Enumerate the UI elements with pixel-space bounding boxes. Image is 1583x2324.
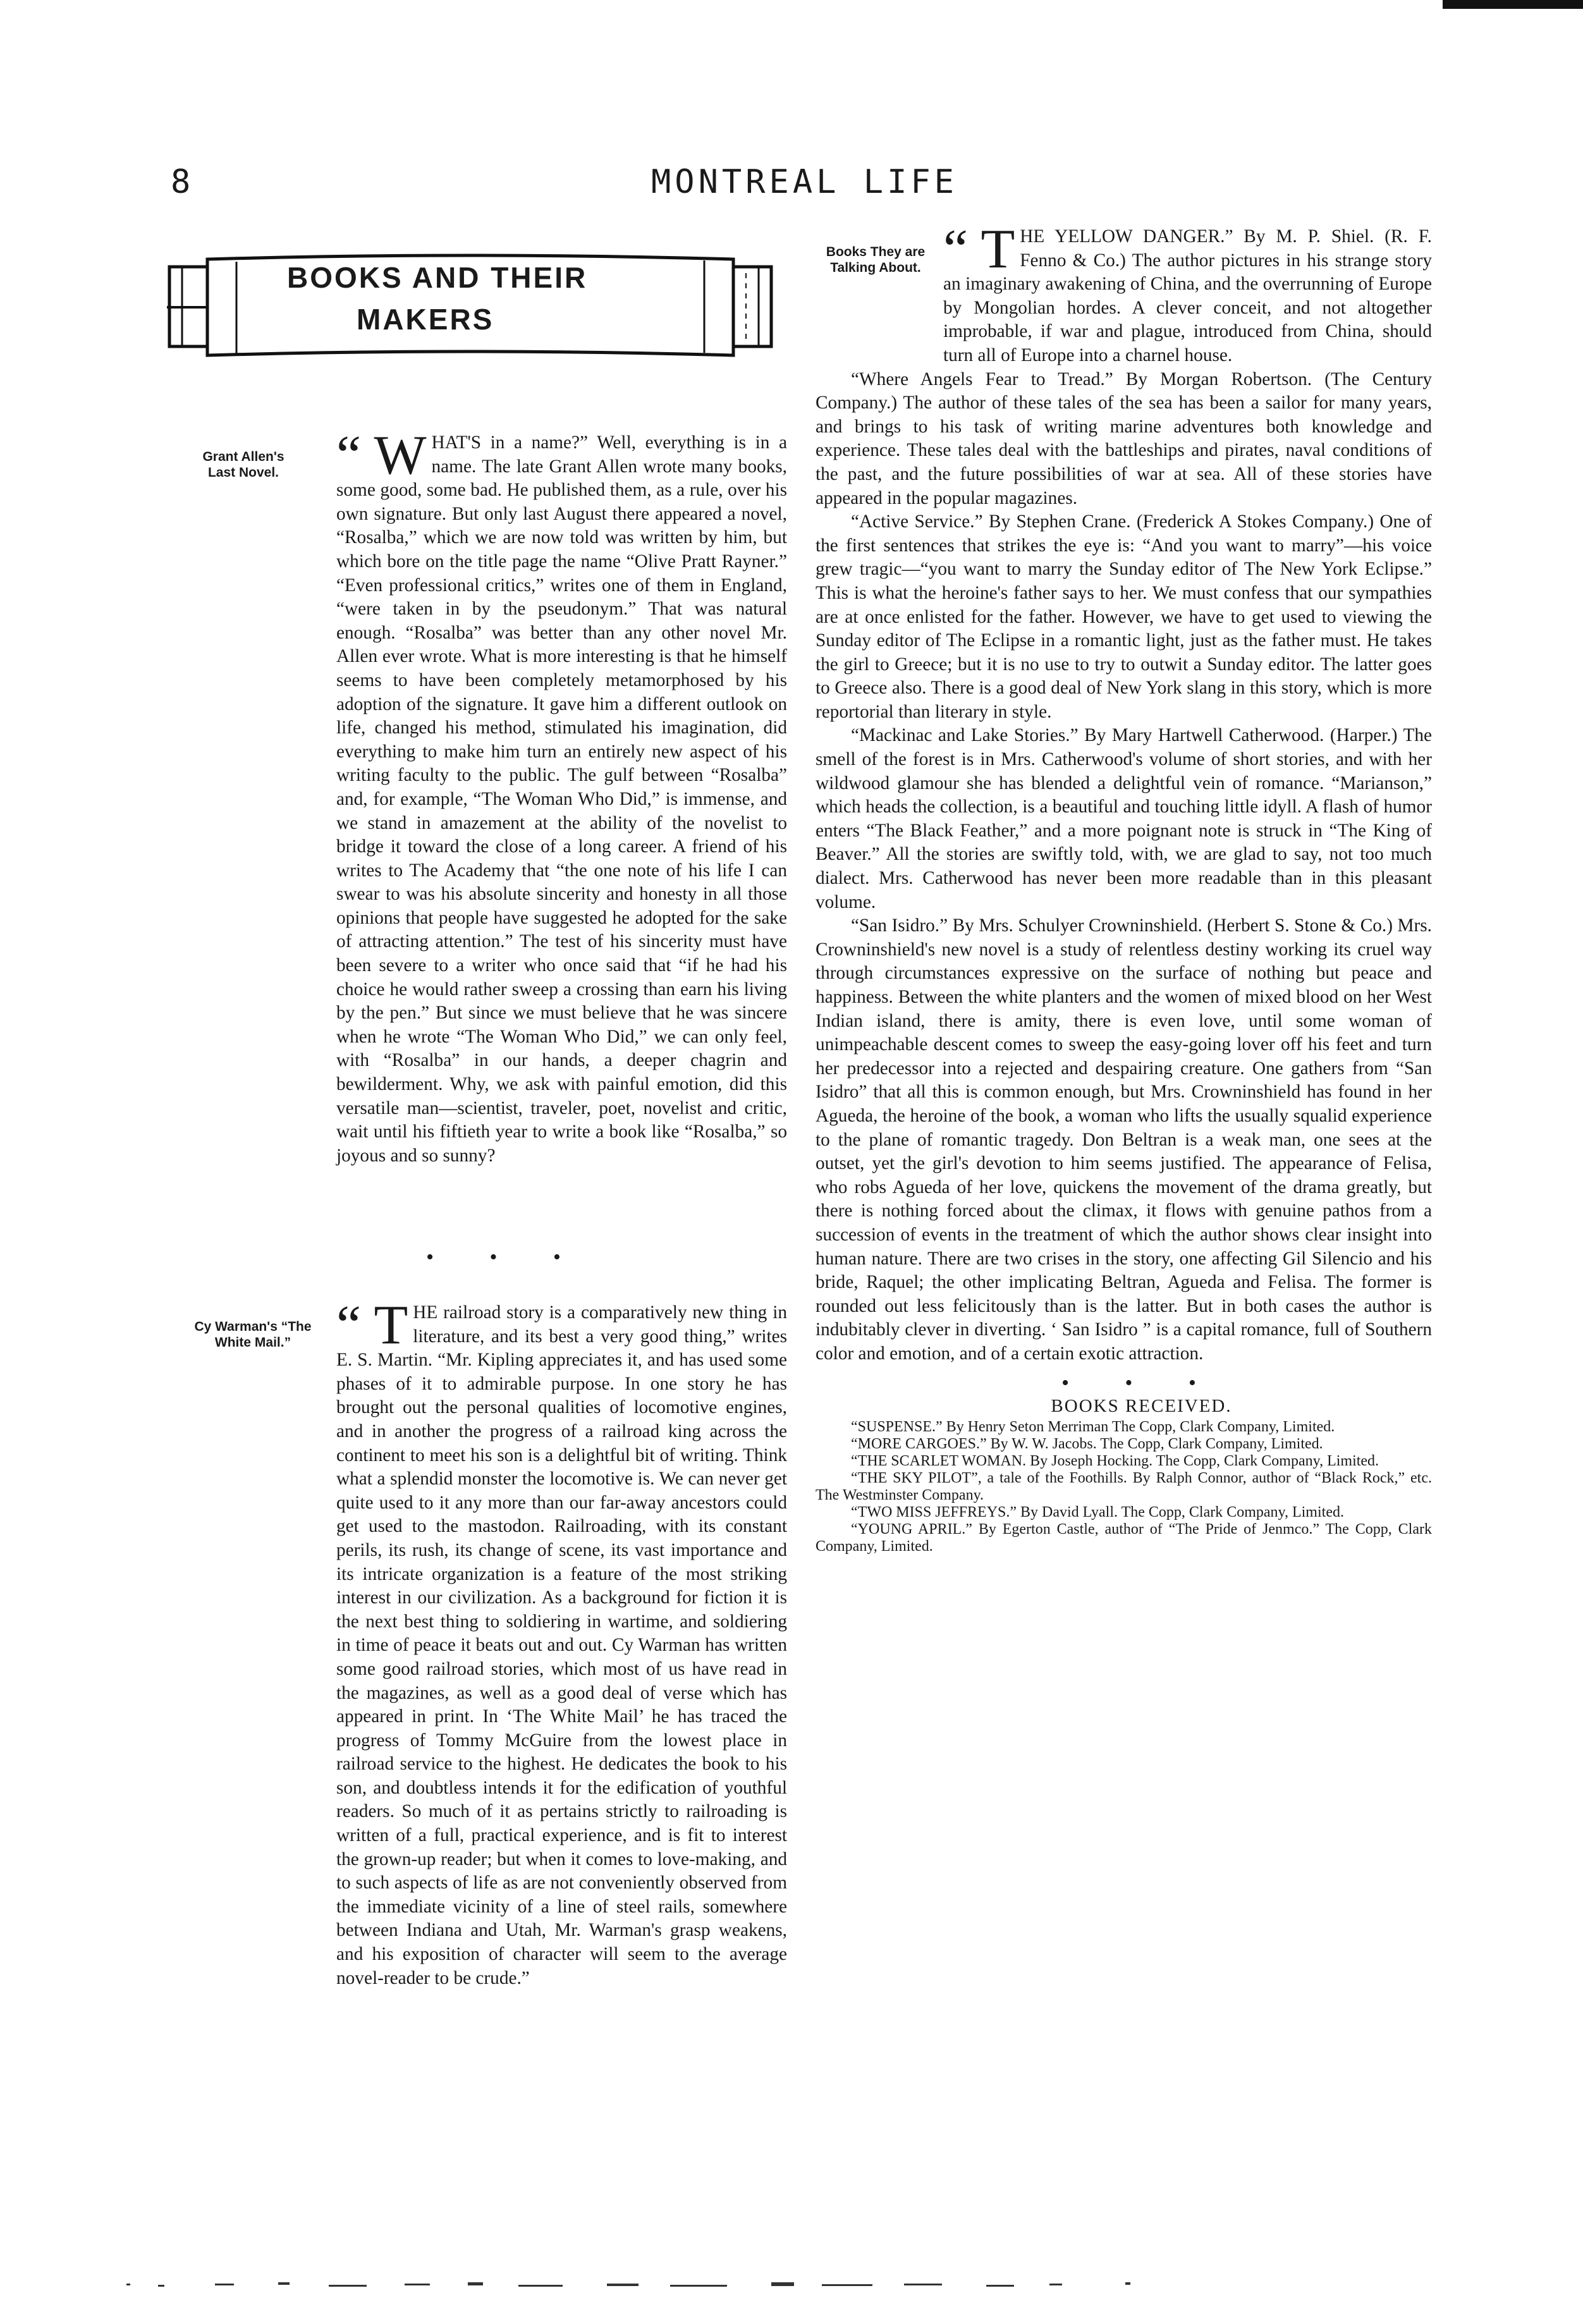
books-received-list: [816, 1419, 1432, 1555]
books-received-heading: BOOKS RECEIVED.: [1051, 1396, 1232, 1417]
running-head: MONTREAL LIFE: [651, 163, 958, 201]
sidenote-cy-warman: Cy Warman's “The White Mail.”: [194, 1319, 312, 1350]
review-san-isidro: “San Isidro.” By Mrs. Schulyer Crowninshield. (Herbert S. Stone & Co.) Mrs. Crowninshield's new novel is a study of relentless destiny working its cruel way through circumstances expressive on the surface of nothing but peace and happiness. Between the white planters and the women of mixed blood on her West Indian island, there is amity, there is even love, until some woman of unimpeachable descent comes to sweep the easy-going lover off his feet and turn her predecessor into a rejected and despairing creature. One gathers from “San Isidro” that all this is common enough, but Mrs. Crowninshield has found in her Agueda, the heroine of the book, a woman who lifts the usually squalid experience to the plane of romantic tragedy. Don Beltran is a weak man, one sees at the outset, yet the girl's devotion to him seems justified. The appearance of Felisa, who robs Agueda of her love, quickens the movement of the drama greatly, but there is nothing forced about the climax, it flows with genuine pathos from a succession of events in the treatment of which the author shows clear insight into human nature. There are two crises in the story, one affecting Gil Silencio and his bride, Raquel; the other implicating Beltran, Agueda and Felisa. The former is rounded out less felicitously than is the latter. But in both cases the author is indubitably clever in diverting. ‘ San Isidro ” is a capital romance, full of Southern color and emotion, and of a certain exotic attraction.: [816, 915, 1432, 1364]
left-column-allen: [190, 425, 787, 1168]
list-item: “YOUNG APRIL.” By Egerton Castle, author of “The Pride of Jenmco.” The Copp, Clark Company, Limited.: [816, 1520, 1432, 1555]
section-divider: • • •: [1061, 1371, 1221, 1395]
page-number: 8: [171, 163, 191, 201]
section-banner: [167, 248, 774, 368]
scan-noise-decoration: [114, 2276, 1315, 2295]
sidenote-books-talking: Books They are Talking About.: [826, 245, 926, 275]
list-item: “TWO MISS JEFFREYS.” By David Lyall. The Copp, Clark Company, Limited.: [851, 1503, 1344, 1520]
list-item: “SUSPENSE.” By Henry Seton Merriman The Copp, Clark Company, Limited.: [851, 1418, 1335, 1435]
article-text: HE railroad story is a comparatively new thing in literature, and its best a very good thing,” writes E. S. Martin. “Mr. Kipling appreciates it, and has used some phases of it to admirable purpose. In one story he has brought out the personal qualities of locomotive engines, and in another the progress of a railroad king across the continent to meet his son is a delightful bit of writing. Think what a splendid monster the locomotive is. We can never get quite used to it any more than our far-away ancestors could get used to the mastodon. Railroading, with its constant perils, its rush, its change of scene, its vast importance and its intricate organization is a feature of the most striking interest in our civilization. As a background for fiction it is the next best thing to soldiering in wartime, and soldiering in time of peace it beats out and out. Cy Warman has written some good railroad stories, which most of us have read in the magazines, as well as a good deal of verse which has appeared in print. In ‘The White Mail’ he has traced the progress of Tommy McGuire from the lowest place in railroad service to the highest. He dedicates the book to his son, and doubtless intends it for the edification of youthful readers. So much of it as pertains strictly to railroading is written of a full, practical experience, and is fit to interest the grown-up reader; but when it comes to love-making, and to such aspects of life as are not conveniently observed from the immediate vicinity of a line of steel rails, somewhere between Indiana and Utah, Mr. Warman's grasp weakens, and his exposition of character will seem to the average novel-reader to be crude.”: [336, 1302, 787, 1988]
review-yellow-danger: [816, 219, 1432, 368]
right-column: [816, 219, 1432, 1555]
sidenote-grant-allen: Grant Allen's Last Novel.: [202, 450, 284, 480]
review-angels: “Where Angels Fear to Tread.” By Morgan Robertson. (The Century Company.) The author of these tales of the sea has been a sailor for many years, and brings to his task of writing marine adventures both knowledge and experience. These tales deal with the battleships and pirates, naval conditions of the past, and the future possibilities of war at sea. All of these stories have appeared in the popular magazines.: [816, 369, 1432, 508]
drop-cap: “ T: [943, 219, 1015, 280]
top-edge-rule: [1443, 0, 1583, 9]
left-divider: [190, 1245, 787, 1269]
left-column-warman: [190, 1295, 787, 1990]
review-text: HE YELLOW DANGER.” By M. P. Shiel. (R. F. Fenno & Co.) The author pictures in his strange story an imaginary awakening of China, and the overrunning of Europe by Mongolian hordes. A clever conceit, and not altogether improbable, if war and plague, introduced from China, should turn all of Europe into a charnel house.: [943, 226, 1432, 365]
banner-title-line2: MAKERS: [357, 303, 494, 336]
review-mackinac: “Mackinac and Lake Stories.” By Mary Hartwell Catherwood. (Harper.) The smell of the forest is in Mrs. Catherwood's volume of short stories, and with her wildwood glamour she has blended a delightful vein of romance. “Marianson,” which heads the collection, is a beautiful and touching little idyll. A flash of humor enters “The Black Feather,” and a more poignant note is struck in “The King of Beaver.” All the stories are swiftly told, with, we are glad to say, not too much dialect. Mrs. Catherwood has never been more readable than in this pleasant volume.: [816, 725, 1432, 912]
banner-title-line1: BOOKS AND THEIR: [287, 261, 588, 294]
article-text: HAT'S in a name?” Well, everything is in a name. The late Grant Allen wrote many books, some good, some bad. He published them, as a rule, over his own signature. But only last August there appeared a novel, “Rosalba,” which we are now told was written by him, but which bore on the title page the name “Olive Pratt Rayner.” “Even professional critics,” writes one of them in England, “were taken in by the pseudonym.” That was natural enough. “Rosalba” was better than any other novel Mr. Allen ever wrote. What is more interesting is that he himself seems to have been completely metamorphosed by his adoption of the signature. It gave him a different outlook on life, changed his method, stimulated his imagination, did everything to make him turn an entirely new aspect of his writing faculty to the public. The gulf between “Rosalba” and, for example, “The Woman Who Did,” is immense, and we stand in amazement at the ability of the novelist to bridge it toward the close of a long career. A friend of his writes to The Academy that “the one note of his life I can swear to was his absolute sincerity and honesty in all those opinions that people have suggested he adopted for the sake of attracting attention.” The test of his sincerity must have been severe to a writer who once said that “if he had his choice he would rather sweep a crossing than earn his living by the pen.” But since we must believe that he was sincere when he wrote “The Woman Who Did,” we can only feel, with “Rosalba” in our hands, a deeper chagrin and bewilderment. Why, we ask with painful emotion, did this versatile man—scientist, traveler, poet, novelist and critic, wait until his fiftieth year to write a book like “Rosalba,” so joyous and so sunny?: [336, 432, 787, 1166]
article-grant-allen: [190, 425, 787, 1168]
list-item: “MORE CARGOES.” By W. W. Jacobs. The Copp, Clark Company, Limited.: [851, 1435, 1323, 1452]
list-item: “THE SKY PILOT”, a tale of the Foothills. By Ralph Connor, author of “Black Rock,” etc. The Westminster Company.: [816, 1469, 1432, 1503]
drop-cap: “ W: [336, 425, 427, 486]
review-active-service: “Active Service.” By Stephen Crane. (Frederick A Stokes Company.) One of the first sentences that strikes the eye is: “And you want to marry”—his voice grew tragic—“you want to marry the Sunday editor of The New York Eclipse.” This is what the heroine's father says to her. We must confess that our sympathies are at once enlisted for the father. However, we have to get used to viewing the Sunday editor of The Eclipse in a romantic light, just as the father must. He takes the girl to Greece; but it is no use to try to outwit a Sunday editor. The latter goes to Greece also. There is a good deal of New York slang in this story, which is more reportorial than literary in style.: [816, 511, 1432, 722]
article-white-mail: [190, 1295, 787, 1990]
drop-cap: “ T: [336, 1295, 408, 1356]
list-item: “THE SCARLET WOMAN. By Joseph Hocking. The Copp, Clark Company, Limited.: [851, 1452, 1379, 1469]
section-divider: • • •: [426, 1245, 586, 1269]
